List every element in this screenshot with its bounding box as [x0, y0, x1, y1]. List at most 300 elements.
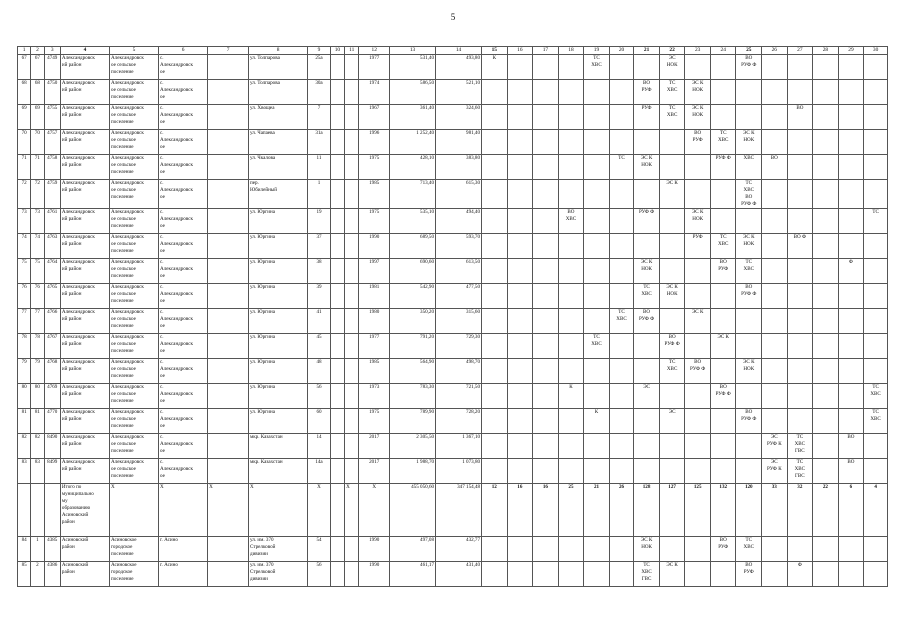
cell-col-3: 4766 [44, 309, 60, 334]
cell-col-4: Александровск ий район [60, 459, 109, 484]
cell-col-2: 80 [31, 384, 44, 409]
cell-col-17 [533, 180, 559, 209]
cell-col-29 [838, 309, 864, 334]
cell-col-27 [787, 130, 813, 155]
cell-col-15 [482, 334, 508, 359]
cell-col-26 [762, 180, 788, 209]
cell-col-7 [208, 409, 249, 434]
cell-col-29 [838, 55, 864, 80]
cell-col-21: ЭС К НОК [634, 259, 660, 284]
cell-col-6: с. Александровск ое [159, 359, 208, 384]
cell-col-3: 4763 [44, 234, 60, 259]
cell-col-9: 45 [308, 334, 330, 359]
cell-col-27 [787, 180, 813, 209]
cell-col-13: 713,40 [390, 180, 436, 209]
cell-col-19 [584, 459, 610, 484]
table-row [18, 309, 888, 334]
cell-col-30 [864, 80, 888, 105]
cell-col-9: 39 [308, 284, 330, 309]
cell-col-7 [208, 459, 249, 484]
cell-col-10 [330, 284, 344, 309]
cell-col-30 [864, 259, 888, 284]
cell-col-16 [507, 105, 533, 130]
cell-col-29: ВО [838, 459, 864, 484]
cell-col-18 [558, 234, 584, 259]
cell-col-23: ВО РУФ Ф [685, 359, 711, 384]
cell-col-5: Александровск ое сельское поселение [109, 284, 158, 309]
cell-col-3: 4767 [44, 334, 60, 359]
cell-col-26 [762, 409, 788, 434]
cell-col-10 [330, 155, 344, 180]
cell-col-9: 14а [308, 459, 330, 484]
cell-col-18 [558, 309, 584, 334]
cell-col-19 [584, 434, 610, 459]
cell-col-9: 19 [308, 209, 330, 234]
cell-col-22: ТС ХВС [659, 105, 685, 130]
cell-col-14: 615,30 [436, 180, 482, 209]
cell-col-19 [584, 359, 610, 384]
cell-col-23: ВО РУФ [685, 130, 711, 155]
cell-col-11 [345, 384, 359, 409]
cell-col-24 [710, 434, 736, 459]
cell-col-16 [507, 309, 533, 334]
cell-col-29 [838, 155, 864, 180]
cell-col-20 [609, 459, 634, 484]
cell-col-1: 77 [18, 309, 31, 334]
cell-col-17 [533, 434, 559, 459]
cell-col-21: ТС ХВС [634, 284, 660, 309]
table-row [18, 434, 888, 459]
cell-col-8: ул. Юргина [248, 284, 307, 309]
cell-col-28 [813, 384, 839, 409]
cell-col-1 [18, 484, 31, 537]
cell-col-15: 12 [482, 484, 508, 537]
cell-col-2: 69 [31, 105, 44, 130]
cell-col-18 [558, 55, 584, 80]
cell-col-8: пер. Юбилейный [248, 180, 307, 209]
cell-col-26 [762, 334, 788, 359]
cell-col-11 [345, 562, 359, 587]
total-row [18, 484, 888, 537]
cell-col-11 [345, 209, 359, 234]
cell-col-29 [838, 334, 864, 359]
cell-col-10 [330, 180, 344, 209]
table-row [18, 334, 888, 359]
cell-col-13: 531,40 [390, 55, 436, 80]
cell-col-9: 60 [308, 409, 330, 434]
cell-col-10 [330, 234, 344, 259]
cell-col-9: 41 [308, 309, 330, 334]
cell-col-7 [208, 209, 249, 234]
cell-col-2: 83 [31, 459, 44, 484]
cell-col-24: ТС ХВС [710, 234, 736, 259]
cell-col-13: 1 252,40 [390, 130, 436, 155]
cell-col-21: 128 [634, 484, 660, 537]
cell-col-11 [345, 180, 359, 209]
cell-col-6: с. Александровск ое [159, 180, 208, 209]
cell-col-6: с. Александровск ое [159, 284, 208, 309]
cell-col-8: ул. Юргина [248, 209, 307, 234]
cell-col-28 [813, 562, 839, 587]
column-header-13: 13 [390, 47, 436, 55]
column-header-9: 9 [308, 47, 330, 55]
cell-col-7 [208, 55, 249, 80]
cell-col-25: ТС ХВС [736, 259, 762, 284]
cell-col-6: с. Александровск ое [159, 384, 208, 409]
cell-col-5: Александровск ое сельское поселение [109, 155, 158, 180]
cell-col-10 [330, 562, 344, 587]
cell-col-3: 4758 [44, 155, 60, 180]
cell-col-6: с. Александровск ое [159, 409, 208, 434]
cell-col-9: 54 [308, 537, 330, 562]
cell-col-6: X [159, 484, 208, 537]
cell-col-15 [482, 359, 508, 384]
cell-col-17 [533, 409, 559, 434]
cell-col-2: 71 [31, 155, 44, 180]
cell-col-25 [736, 209, 762, 234]
cell-col-17 [533, 309, 559, 334]
cell-col-24 [710, 309, 736, 334]
cell-col-26 [762, 105, 788, 130]
cell-col-4: Александровск ий район [60, 234, 109, 259]
cell-col-18 [558, 359, 584, 384]
cell-col-25: ЭС К НОК [736, 130, 762, 155]
cell-col-28 [813, 234, 839, 259]
cell-col-15 [482, 537, 508, 562]
cell-col-16 [507, 384, 533, 409]
cell-col-30 [864, 130, 888, 155]
cell-col-13: 455 050,60 [390, 484, 436, 537]
cell-col-29: Ф [838, 259, 864, 284]
cell-col-9: 37 [308, 234, 330, 259]
cell-col-10 [330, 130, 344, 155]
cell-col-1: 83 [18, 459, 31, 484]
cell-col-24 [710, 562, 736, 587]
cell-col-30 [864, 537, 888, 562]
cell-col-5: Александровск ое сельское поселение [109, 409, 158, 434]
cell-col-25: ЭС К НОК [736, 359, 762, 384]
cell-col-8: ул. Хвощеа [248, 105, 307, 130]
cell-col-9: 25а [308, 55, 330, 80]
cell-col-11: X [345, 484, 359, 537]
cell-col-21 [634, 130, 660, 155]
cell-col-2: 77 [31, 309, 44, 334]
cell-col-13: 361,40 [390, 105, 436, 130]
cell-col-19 [584, 209, 610, 234]
column-header-2: 2 [31, 47, 44, 55]
cell-col-10 [330, 384, 344, 409]
cell-col-28 [813, 105, 839, 130]
cell-col-6: с. Александровск ое [159, 105, 208, 130]
cell-col-27 [787, 334, 813, 359]
cell-col-1: 81 [18, 409, 31, 434]
cell-col-19 [584, 180, 610, 209]
cell-col-27: Ф [787, 562, 813, 587]
table-row [18, 105, 888, 130]
cell-col-20: ТС [609, 155, 634, 180]
cell-col-16 [507, 562, 533, 587]
cell-col-27 [787, 409, 813, 434]
cell-col-25 [736, 334, 762, 359]
cell-col-14: 324,60 [436, 105, 482, 130]
cell-col-6: с. Александровск ое [159, 334, 208, 359]
cell-col-24: ВО РУФ Ф [710, 384, 736, 409]
cell-col-30: 4 [864, 484, 888, 537]
cell-col-4: Александровск ий район [60, 384, 109, 409]
cell-col-1: 82 [18, 434, 31, 459]
cell-col-18 [558, 80, 584, 105]
cell-col-16 [507, 55, 533, 80]
cell-col-1: 79 [18, 359, 31, 384]
cell-col-25 [736, 384, 762, 409]
cell-col-14: 521,10 [436, 80, 482, 105]
cell-col-17 [533, 562, 559, 587]
cell-col-12: 1975 [359, 409, 390, 434]
cell-col-11 [345, 80, 359, 105]
cell-col-24 [710, 284, 736, 309]
cell-col-8: X [248, 484, 307, 537]
cell-col-1: 67 [18, 55, 31, 80]
cell-col-2: 72 [31, 180, 44, 209]
cell-col-29 [838, 180, 864, 209]
cell-col-14: 729,30 [436, 334, 482, 359]
cell-col-26 [762, 80, 788, 105]
cell-col-13: 791,20 [390, 334, 436, 359]
cell-col-27 [787, 80, 813, 105]
cell-col-23: 125 [685, 484, 711, 537]
cell-col-23 [685, 537, 711, 562]
cell-col-20 [609, 80, 634, 105]
cell-col-6: с. Александровск ое [159, 130, 208, 155]
cell-col-23 [685, 459, 711, 484]
cell-col-15 [482, 234, 508, 259]
cell-col-28 [813, 334, 839, 359]
cell-col-28 [813, 155, 839, 180]
cell-col-17 [533, 209, 559, 234]
cell-col-27: ТС ХВС ГВС [787, 459, 813, 484]
column-header-5: 5 [109, 47, 158, 55]
cell-col-23: ЭС К НОК [685, 80, 711, 105]
column-header-7: 7 [208, 47, 249, 55]
cell-col-26: ЭС РУФ К [762, 434, 788, 459]
column-header-22: 22 [659, 47, 685, 55]
cell-col-21 [634, 434, 660, 459]
cell-col-15 [482, 562, 508, 587]
cell-col-16 [507, 359, 533, 384]
cell-col-8: ул. Юргина [248, 259, 307, 284]
cell-col-20 [609, 234, 634, 259]
cell-col-5: Александровск ое сельское поселение [109, 259, 158, 284]
cell-col-10 [330, 537, 344, 562]
cell-col-16 [507, 537, 533, 562]
cell-col-14: 1 073,80 [436, 459, 482, 484]
cell-col-23: ЭС К [685, 309, 711, 334]
cell-col-5: Асиновское городское поселение [109, 562, 158, 587]
cell-col-20 [609, 409, 634, 434]
table-row [18, 180, 888, 209]
cell-col-18 [558, 537, 584, 562]
cell-col-25 [736, 105, 762, 130]
cell-col-5: Александровск ое сельское поселение [109, 434, 158, 459]
cell-col-23: ЭС К НОК [685, 209, 711, 234]
cell-col-26 [762, 309, 788, 334]
table-row [18, 409, 888, 434]
cell-col-23 [685, 434, 711, 459]
cell-col-17 [533, 80, 559, 105]
cell-col-23 [685, 409, 711, 434]
cell-col-15 [482, 80, 508, 105]
cell-col-29 [838, 537, 864, 562]
cell-col-12: 2017 [359, 459, 390, 484]
cell-col-20 [609, 537, 634, 562]
cell-col-19 [584, 537, 610, 562]
cell-col-11 [345, 334, 359, 359]
cell-col-5: Александровск ое сельское поселение [109, 180, 158, 209]
column-header-18: 18 [558, 47, 584, 55]
cell-col-20 [609, 105, 634, 130]
cell-col-25: 120 [736, 484, 762, 537]
cell-col-28 [813, 130, 839, 155]
cell-col-12: 1977 [359, 55, 390, 80]
cell-col-7 [208, 284, 249, 309]
cell-col-21: ВО РУФ [634, 80, 660, 105]
cell-col-5: Александровск ое сельское поселение [109, 105, 158, 130]
cell-col-26 [762, 234, 788, 259]
cell-col-13: 350,20 [390, 309, 436, 334]
cell-col-29 [838, 384, 864, 409]
cell-col-28 [813, 409, 839, 434]
cell-col-11 [345, 234, 359, 259]
cell-col-23 [685, 155, 711, 180]
cell-col-9: 48 [308, 359, 330, 384]
cell-col-23 [685, 55, 711, 80]
cell-col-22: ЭС [659, 409, 685, 434]
cell-col-9: 56 [308, 384, 330, 409]
cell-col-14: 493,80 [436, 55, 482, 80]
cell-col-5: Александровск ое сельское поселение [109, 209, 158, 234]
column-header-24: 24 [710, 47, 736, 55]
cell-col-8: ул. Юргина [248, 384, 307, 409]
cell-col-21: ВО РУФ Ф [634, 309, 660, 334]
cell-col-2: 2 [31, 562, 44, 587]
cell-col-14: 315,60 [436, 309, 482, 334]
cell-col-21: ЭС К НОК [634, 537, 660, 562]
cell-col-22 [659, 209, 685, 234]
cell-col-12: 1977 [359, 334, 390, 359]
cell-col-15 [482, 409, 508, 434]
cell-col-30 [864, 334, 888, 359]
cell-col-26 [762, 284, 788, 309]
cell-col-7 [208, 180, 249, 209]
cell-col-5: Александровск ое сельское поселение [109, 309, 158, 334]
cell-col-1: 74 [18, 234, 31, 259]
cell-col-17 [533, 359, 559, 384]
cell-col-9: X [308, 484, 330, 537]
cell-col-26 [762, 359, 788, 384]
cell-col-16 [507, 80, 533, 105]
cell-col-20 [609, 209, 634, 234]
cell-col-9: 31а [308, 130, 330, 155]
cell-col-28 [813, 309, 839, 334]
cell-col-25: ВО РУФ Ф [736, 55, 762, 80]
cell-col-22 [659, 459, 685, 484]
cell-col-2 [31, 484, 44, 537]
cell-col-24: РУФ Ф [710, 155, 736, 180]
cell-col-10 [330, 409, 344, 434]
table-row [18, 284, 888, 309]
cell-col-30 [864, 459, 888, 484]
cell-col-4: Александровск ий район [60, 209, 109, 234]
cell-col-12: 2017 [359, 434, 390, 459]
page-number: 5 [450, 12, 456, 22]
cell-col-30 [864, 234, 888, 259]
cell-col-15 [482, 259, 508, 284]
cell-col-29 [838, 234, 864, 259]
cell-col-13: 689,50 [390, 234, 436, 259]
cell-col-4: Александровск ий район [60, 259, 109, 284]
cell-col-25: ЭС К НОК [736, 234, 762, 259]
cell-col-24 [710, 459, 736, 484]
cell-col-27: ВО [787, 105, 813, 130]
cell-col-21 [634, 359, 660, 384]
cell-col-7 [208, 80, 249, 105]
cell-col-25: ТС ХВС ВО РУФ Ф [736, 180, 762, 209]
cell-col-12: 1985 [359, 180, 390, 209]
cell-col-25: ВО РУФ [736, 562, 762, 587]
column-header-21: 21 [634, 47, 660, 55]
cell-col-12: 1981 [359, 284, 390, 309]
cell-col-7 [208, 105, 249, 130]
cell-col-7 [208, 309, 249, 334]
cell-col-22 [659, 234, 685, 259]
cell-col-27: ТС ХВС ГВС [787, 434, 813, 459]
cell-col-19 [584, 259, 610, 284]
cell-col-25: ВО РУФ Ф [736, 409, 762, 434]
cell-col-28 [813, 259, 839, 284]
cell-col-28 [813, 434, 839, 459]
cell-col-16 [507, 180, 533, 209]
cell-col-22 [659, 434, 685, 459]
cell-col-20 [609, 359, 634, 384]
table-row [18, 130, 888, 155]
cell-col-24 [710, 359, 736, 384]
cell-col-4: Александровск ий район [60, 105, 109, 130]
cell-col-18 [558, 459, 584, 484]
cell-col-10 [330, 209, 344, 234]
cell-col-29 [838, 80, 864, 105]
cell-col-15 [482, 459, 508, 484]
cell-col-20 [609, 130, 634, 155]
cell-col-2: 74 [31, 234, 44, 259]
table-row [18, 80, 888, 105]
column-header-30: 30 [864, 47, 888, 55]
cell-col-5: Александровск ое сельское поселение [109, 334, 158, 359]
cell-col-4: Итого по муниципально му образованию Асиновский район [60, 484, 109, 537]
column-header-25: 25 [736, 47, 762, 55]
cell-col-25 [736, 459, 762, 484]
cell-col-8: ул. Толпарова [248, 55, 307, 80]
cell-col-4: Асиновский район [60, 537, 109, 562]
cell-col-6: с. Александровск ое [159, 459, 208, 484]
cell-col-25: ХВС [736, 155, 762, 180]
cell-col-25: ТС ХВС [736, 537, 762, 562]
cell-col-13: 2 305,50 [390, 434, 436, 459]
cell-col-13: 564,90 [390, 359, 436, 384]
cell-col-8: ул. им. 370 Стрелковой дивизии [248, 562, 307, 587]
cell-col-18: 25 [558, 484, 584, 537]
cell-col-19 [584, 234, 610, 259]
cell-col-19: ТС ХВС [584, 334, 610, 359]
